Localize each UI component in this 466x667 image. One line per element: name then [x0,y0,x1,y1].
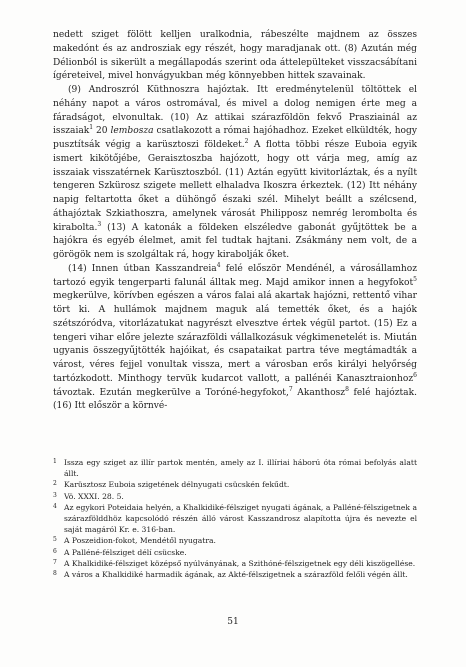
footnote-text: Issza egy sziget az illír partok mentén, amely az I. illíriai háború óta római befolyás alatt állt. [64,458,417,479]
footnote [53,457,417,479]
footnote [53,535,417,546]
text-run: csatlakozott a római hajóhadhoz. Ezeket elküldték, hogy pusztítsák végig a karüsztoszi földeket. [53,126,417,150]
footnote [53,558,417,569]
footnote-number: 4 [53,502,57,510]
footnote-number: 2 [53,480,57,488]
paragraph-1: nedett sziget fölött kelljen uralkodnia, rábeszélte majdnem az összes makedónt és az androsziak egy részét, hogy maradjanak ott. (8) Azután még Délionból is sikerült a megállapodás szerint oda áttelepülteket visszacsábítani ígéreteivel, mivel honvágyukban még könnyebben hittek szavainak. [53,30,417,82]
footnote-text: A Poszeidion-fokot, Mendétől nyugatra. [64,536,216,546]
footnote-ref-8: 8 [345,385,349,393]
text-run: távoztak. Ezután megkerülve a Toróné-hegyfokot, [53,387,289,398]
footnote-ref-3: 3 [97,220,102,228]
footnote-text: Az egykori Poteidaia helyén, a Khalkidiké-félsziget nyugati ágának, a Palléné-félszigetnek a szárazfölddhöz kapcsolódó részén álló várost Kasszandrosz alapította újra és nevezte el saját magáról Kr. e. 316-ban. [64,502,417,535]
footnote-number: 8 [53,570,57,578]
footnote-ref-5: 5 [413,275,417,283]
text-run: 20 [93,126,111,137]
footnote [53,569,417,580]
footnote [53,479,417,490]
footnotes [53,457,417,580]
footnote-text: A város a Khalkidiké harmadik ágának, az Akté-félszigetnek a szárazföld felőli végén állt. [64,570,408,580]
text-run: (14) Innen útban Kasszandreia [68,263,217,274]
italic-term: lembosza [110,126,154,137]
footnote-ref-6: 6 [413,371,417,379]
paragraph-3 [53,263,417,414]
footnote-ref-1: 1 [89,124,94,132]
text-run: megkerülve, körívben egészen a város falai alá akartak hajózni, rettentő vihar tört ki. A hullámok majdnem maguk alá temették őket, és a hajók szétszóródva, vitorlázatukat nagyrészt elvesztve értek végül partot. (15) Ez a tengeri vihar előre jelezte szárazföldi vállalkozásuk végkimenetelét is. Miután ugyanis összegyűjtötték hajóikat, és csapataikat partra téve megtámadták a várost, véres fejjel vonultak vissza, mert a városban erős királyi helyőrség tartózkodott. Minthogy tervük kudarcot vallott, a pallénéi Kanasztraionhoz [53,291,417,384]
footnote-number: 3 [53,491,57,499]
footnote-number: 1 [53,458,57,465]
text-run: A flotta többi része Euboia egyik ismert kikötőjébe, Geraisztoszba hajózott, hogy ott várja meg, amíg az isszaiak visszatérnek Karüsztoszból. (11) Aztán együtt kivitorláztak, és a nyílt tengeren Szkürosz szigete mellett elhaladva Ikoszra érkeztek. (12) Itt néhány napig feltartotta őket a dühöngő északi szél. Mihelyt beállt a szélcsend, áthajóztak Szkiathoszra, amelynek városát Philipposz nemrég lerombolta és kirabolta. [53,140,418,233]
footnote-number: 6 [53,547,57,555]
text-run: (13) A katonák a földeken elszéledve gabonát gyűjtöttek be a hajókra és egyéb élelmet, amit fel tudtak hajtani. Zsákmány nem volt, de a görögök nem is szolgáltak rá, hogy kirabolják őket. [53,222,417,260]
footnote [53,491,417,502]
footnote-ref-7: 7 [288,385,293,393]
text-run: (9) Androszról Küthnoszra hajóztak. Itt eredménytelenül töltöttek el néhány napot a város ostromával, és mivel a dolog nemigen érte meg a fáradságot, elvonultak. (10) Az attikai szárazföldön fekvő Prasziainál az isszaiak [53,85,417,137]
footnote-text: Karüsztosz Euboia szigetének délnyugati csücskén fekűdt. [64,480,290,490]
footnote-number: 7 [53,558,57,566]
footnote-number: 5 [53,536,57,544]
text-run: felé először Mendénél, a városállamhoz tartozó egyik tengerparti falunál álltak meg. Majd amikor innen a hegyfokot [53,263,417,288]
main-text [53,29,417,414]
footnote-text: Vö. XXXI. 28. 5. [64,491,124,501]
page-number: 51 [227,617,239,627]
footnote-ref-2: 2 [244,137,249,145]
footnote-ref-4: 4 [216,261,221,269]
text-run: Akanthosz [292,387,346,398]
footnote [53,547,417,558]
text-run: felé hajóztak. (16) Itt először a körnvé- [53,387,417,412]
paragraph-2 [53,84,417,263]
footnote [53,502,417,536]
footnote-text: A Khalkidiké-félsziget középső nyúlványának, a Szithóné-félszigetnek egy déli kiszögellése. [64,558,416,568]
footnote-text: A Palléné-félsziget délí csücske. [64,547,187,557]
